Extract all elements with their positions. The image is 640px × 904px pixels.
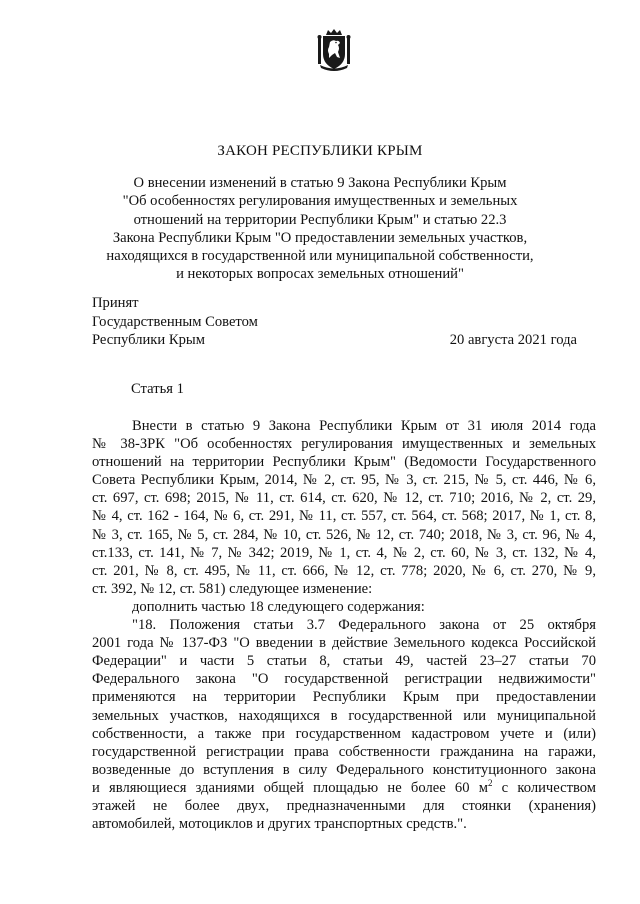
subtitle-line: О внесении изменений в статью 9 Закона Республики Крым (133, 175, 507, 191)
adoption-block (92, 294, 582, 350)
adoption-line: Государственным Советом (92, 313, 258, 330)
body-line: 2001 года № 137-ФЗ "О введении в действие Земельного кодекса Российской (92, 635, 596, 652)
crimea-coat-of-arms-icon (316, 28, 352, 72)
article-body (92, 417, 596, 833)
body-line: государственной регистрации права собственности гражданина на гаражи, (92, 743, 596, 760)
body-line: ст.133, ст. 141, № 7, № 342; 2019, № 1, ст. 4, № 2, ст. 60, № 3, ст. 132, № 4, (92, 544, 596, 561)
body-line: № 38-ЗРК "Об особенностях регулирования имущественных и земельных (92, 436, 596, 453)
body-line: Совета Республики Крым, 2014, № 2, ст. 95, № 3, ст. 215, № 5, ст. 446, № 6, (92, 472, 596, 489)
body-line: Федерального закона "О государственной регистрации недвижимости" (92, 671, 596, 688)
body-line: возведенные до вступления в силу Федерального конституционного закона (92, 761, 596, 778)
body-line: земельных участков, находящихся в государственной или муниципальной (92, 707, 596, 724)
subtitle-line: отношений на территории Республики Крым" и статью 22.3 (133, 211, 507, 228)
body-line: собственности, а также при государственном кадастровом учете и (или) (92, 725, 596, 742)
area-superscript: 2 (487, 777, 493, 788)
area-text-after: с количеством (492, 779, 596, 796)
subtitle-line: и некоторых вопросах земельных отношений" (176, 266, 464, 283)
subtitle-line: находящихся в государственной или муниципальной собственности, (106, 248, 534, 265)
law-subtitle (60, 174, 580, 284)
body-line: "18. Положения статьи 3.7 Федерального закона от 25 октября (132, 617, 596, 634)
article-heading: Статья 1 (131, 381, 184, 397)
body-line: № 4, ст. 162 - 164, № 6, ст. 291, № 11, ст. 557, ст. 564, ст. 568; 2017, № 1, ст. 8, (92, 508, 596, 525)
body-line-area (92, 779, 596, 797)
body-line: дополнить частью 18 следующего содержания: (132, 598, 425, 615)
adoption-line: Республики Крым (92, 332, 205, 348)
body-line: автомобилей, мотоциклов и других транспортных средств.". (92, 816, 467, 833)
body-line: Внести в статью 9 Закона Республики Крым от 31 июля 2014 года (132, 418, 596, 434)
adoption-date: 20 августа 2021 года (449, 332, 577, 348)
body-line: ст. 392, № 12, ст. 581) следующее изменение: (92, 580, 373, 597)
law-title: ЗАКОН РЕСПУБЛИКИ КРЫМ (217, 143, 423, 159)
body-line: ст. 201, № 8, ст. 495, № 11, ст. 666, № 12, ст. 778; 2020, № 6, ст. 270, № 9, (92, 562, 596, 579)
subtitle-line: "Об особенностях регулирования имущественных и земельных (122, 193, 518, 210)
body-line: Федерации" и части 5 статьи 8, статьи 49, частей 23–27 статьи 70 (92, 653, 596, 670)
area-text: и являющиеся зданиями общей площадью не более 60 м (92, 779, 488, 796)
body-line: отношений на территории Республики Крым" (Ведомости Государственного (92, 454, 596, 471)
body-line: ст. 697, ст. 698; 2015, № 11, ст. 614, ст. 620, № 12, ст. 710; 2016, № 2, ст. 29, (92, 490, 596, 507)
adoption-line: Принят (92, 295, 139, 311)
body-line: этажей не более двух, предназначенными для стоянки (хранения) (92, 797, 596, 814)
body-line: № 3, ст. 165, № 5, ст. 284, № 10, ст. 526, № 12, ст. 740; 2018, № 3, ст. 96, № 4, (92, 526, 596, 543)
body-line: применяются на территории Республики Крым при предоставлении (92, 689, 596, 706)
subtitle-line: Закона Республики Крым "О предоставлении земельных участков, (112, 229, 528, 246)
